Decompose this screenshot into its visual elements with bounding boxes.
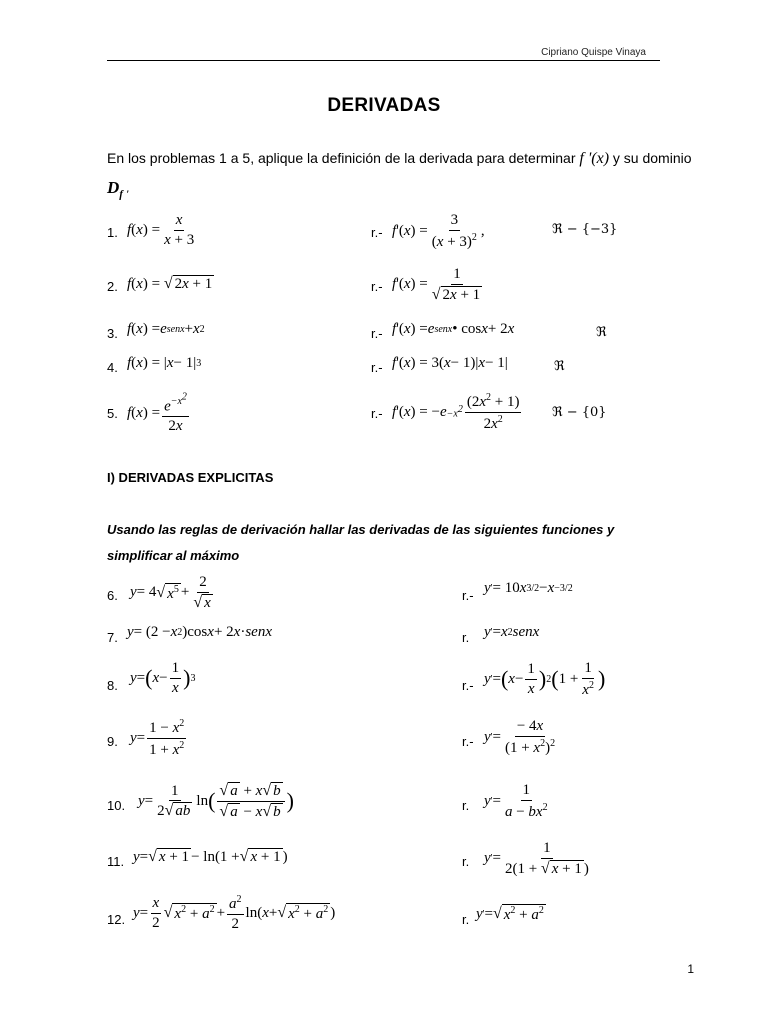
answer-label: r.- [371,225,383,240]
page-title: DERIVADAS [327,95,441,116]
section-heading: I) DERIVADAS EXPLICITAS [107,470,274,485]
answer-function: y ' = 10 x 3/2 − x −3/2 [484,580,573,596]
answer-label: r. [462,912,470,927]
answer-domain: ℜ − {0} [552,405,607,420]
problem-function: y = $\frac{1 - x^2}{1 + x^2}$ [130,718,185,758]
problem-row [0,718,768,762]
answer-function: y ' = $\frac{1}{2(1 + √ x + 1 )}$ [484,840,589,877]
answer-label: r.- [462,678,474,693]
problem-function: y = $\frac{1}{2√ ab}$ ln ( $\frac{√ a + x√ b}{√ a - x√ b}$ ) [138,782,294,820]
answer-function: f '( x ) = $\frac{3}{(x + 3)^2}$ , [392,212,485,250]
problem-function: y = ( x − $\frac{1}{x}$ ) 3 [130,660,196,696]
answer-function: y ' = $\frac{1}{a - bx^2}$ [484,782,548,820]
answer-label: r.- [371,406,383,421]
problem-function: y = 4 √ $x^5$ + $\frac{2}{√ x}$ [130,574,211,611]
problem-function: f ( x ) = e senx + x 2 [127,321,205,337]
answer-function: f '( x ) = − e $-x^2$ $\frac{(2x^2 + 1)}{2x^2}$ [392,392,520,432]
answer-domain: ℜ [596,325,607,340]
page-number: 1 [687,962,694,976]
problem-row [0,894,768,938]
problem-row [0,212,768,256]
answer-label: r. [462,630,470,645]
problem-number: 4. [107,360,118,375]
problem-function: f ( x ) = $\frac{e^{-x^2}}{2x}$ [127,392,187,434]
answer-function: f '( x ) = e senx • cos x + 2 x [392,321,515,337]
instructions: Usando las reglas de derivación hallar las derivadas de las siguientes funciones y simplificar al máximo [107,522,615,563]
answer-function: y ' = $\frac{- 4x}{(1 + x^2)^2}$ [484,718,556,756]
answer-function: f '( x ) = $\frac{1}{√ 2x + 1}$ [392,266,481,303]
problem-number: 1. [107,225,118,240]
problem-number: 5. [107,406,118,421]
problem-number: 2. [107,279,118,294]
answer-function: y ' = x 2 senx [484,624,540,640]
answer-label: r.- [371,279,383,294]
problem-function: f ( x ) = | x − 1| 3 [127,355,202,371]
problem-number: 8. [107,678,118,693]
answer-function: y ' = √ $x^2 + a^2$ [476,905,544,923]
problem-function: y = √ x + 1 − ln(1 + √ x + 1 ) [133,848,288,865]
problem-row [0,840,768,884]
problem-row [0,352,768,396]
answer-label: r.- [371,326,383,341]
problem-number: 12. [107,912,126,927]
answer-function: y ' = ( x − $\frac{1}{x}$ ) 2 ( 1 + $\frac{1}{x^2}$ ) [484,660,606,698]
domain-symbol: $D_{f '}$ [107,178,129,201]
problem-function: f ( x ) = $\frac{x}{x + 3}$ [127,212,195,248]
problem-row [0,392,768,436]
problem-number: 9. [107,734,118,749]
header-rule [107,60,660,61]
problem-row [0,782,768,826]
answer-label: r. [462,854,470,869]
problem-row [0,574,768,618]
fprime-symbol: f '(x) [579,150,610,167]
problem-number: 10. [107,798,126,813]
problem-row [0,660,768,704]
problem-number: 6. [107,588,118,603]
answer-label: r.- [371,360,383,375]
problem-function: f ( x ) = √ 2x + 1 [127,275,213,292]
answer-domain: ℜ − {−3} [552,222,618,237]
answer-label: r.- [462,588,474,603]
answer-function: f '( x ) = 3( x − 1)| x − 1| [392,355,508,371]
problem-number: 3. [107,326,118,341]
problem-function: y = (2 − x 2 )cos x + 2 x · senx [127,624,272,640]
answer-label: r. [462,798,470,813]
answer-label: r.- [462,734,474,749]
answer-domain: ℜ [554,359,565,374]
problem-row [0,266,768,310]
author-header: Cipriano Quispe Vinaya [541,47,646,58]
problem-number: 11. [107,854,125,869]
problem-function: y = $\frac{x}{2}$ √ $x^2 + a^2$ + $\frac{a^2}{2}$ ln( x + √ $x^2 + a^2$ ) [133,894,336,932]
problem-number: 7. [107,630,118,645]
intro-text: En los problemas 1 a 5, aplique la definición de la derivada para determinar f '(x) y su dominio [107,150,692,167]
